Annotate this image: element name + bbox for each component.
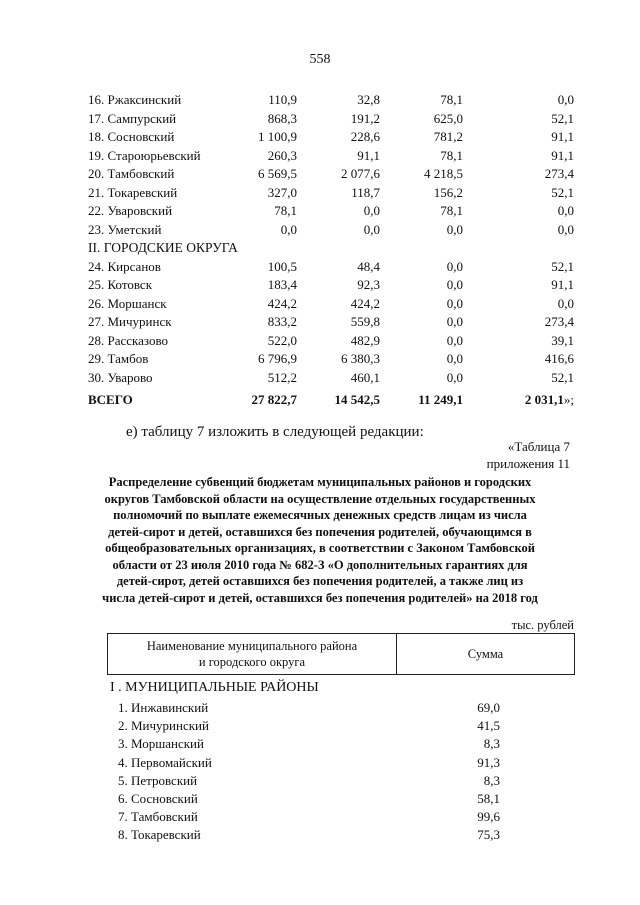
table-heading: Распределение субвенций бюджетам муниципальных районов и городских округов Тамбовской области на осуществление отдельных государственных полномочий по выплате ежемесячных денежных средств лицам из числа детей-сирот и детей, оставшихся без попечения родителей, обучающимся в общеобразовательных организациях, в соответствии с Законом Тамбовской области от 23 июля 2010 года № 682-З «О дополнительных гарантиях для детей-сирот, детей оставшихся без попечения родителей, а также лиц из числа детей-сирот и детей, оставшихся без попечения родителей» на 2018 год bbox=[102, 475, 538, 605]
cell-value: 48,4 bbox=[357, 258, 380, 274]
cell-value: 228,6 bbox=[350, 129, 380, 144]
cell-value: 110,9 bbox=[268, 92, 297, 107]
cell-value: 559,8 bbox=[350, 314, 380, 329]
total-value: 2 031,1 bbox=[524, 392, 564, 407]
units-label: тыс. рублей bbox=[511, 618, 574, 632]
cell-value: 27 822,7 bbox=[251, 392, 297, 407]
cell-value: 0,0 bbox=[446, 314, 463, 329]
cell-value: 868,3 bbox=[267, 110, 297, 126]
amendment-instruction: е) таблицу 7 изложить в следующей редакции: bbox=[126, 424, 424, 440]
cell-value: 78,1 bbox=[440, 147, 463, 163]
subsidy-table-continued bbox=[88, 92, 588, 411]
row-name: 26. Моршанск bbox=[88, 295, 167, 311]
cell-value: 0,0 bbox=[446, 351, 463, 366]
cell-value: 781,2 bbox=[433, 129, 463, 144]
table-row bbox=[110, 809, 580, 827]
cell-value: 0,0 bbox=[446, 332, 463, 348]
cell-value: 260,3 bbox=[267, 147, 297, 163]
table-row bbox=[88, 222, 588, 241]
table-row bbox=[110, 791, 580, 809]
row-name: 30. Уварово bbox=[88, 369, 153, 385]
cell-value: 92,3 bbox=[357, 277, 380, 292]
row-name: 24. Кирсанов bbox=[88, 258, 161, 274]
cell-value: 8,3 bbox=[483, 736, 500, 752]
table-row bbox=[110, 755, 580, 773]
row-name: 23. Уметский bbox=[88, 221, 162, 237]
row-name: 1. Инжавинский bbox=[118, 700, 209, 715]
row-name: 28. Рассказово bbox=[88, 332, 169, 348]
cell-value: 424,2 bbox=[350, 295, 380, 311]
table-row bbox=[88, 111, 588, 130]
cell-value: 0,0 bbox=[363, 221, 380, 237]
total-label: ВСЕГО bbox=[88, 392, 133, 407]
cell-value: 183,4 bbox=[267, 277, 297, 292]
cell-value: 156,2 bbox=[433, 184, 463, 200]
cell-value: 39,1 bbox=[551, 332, 574, 348]
table-row bbox=[88, 296, 588, 315]
row-name: 16. Ржаксинский bbox=[88, 92, 182, 107]
cell-value: 52,1 bbox=[551, 110, 574, 126]
cell-value: 0,0 bbox=[446, 295, 463, 311]
row-name: 27. Мичуринск bbox=[88, 314, 172, 329]
cell-value: 273,4 bbox=[544, 166, 574, 181]
cell-value: 8,3 bbox=[483, 772, 500, 788]
cell-value: 0,0 bbox=[446, 258, 463, 274]
cell-value: 0,0 bbox=[446, 277, 463, 292]
table-row bbox=[110, 827, 580, 845]
cell-value: 52,1 bbox=[551, 258, 574, 274]
cell-value: 0,0 bbox=[557, 295, 574, 311]
cell-value: 327,0 bbox=[267, 184, 297, 200]
cell-value: 58,1 bbox=[477, 790, 500, 806]
total-row bbox=[88, 392, 588, 411]
table-reference-line: «Таблица 7 bbox=[507, 439, 570, 454]
cell-value: 91,1 bbox=[551, 129, 574, 144]
row-name: 5. Петровский bbox=[118, 772, 198, 788]
table-row bbox=[88, 148, 588, 167]
cell-value: 78,1 bbox=[440, 92, 463, 107]
cell-value: 0,0 bbox=[557, 221, 574, 237]
cell-value: 191,2 bbox=[350, 110, 380, 126]
row-name: 29. Тамбов bbox=[88, 351, 149, 366]
header-text: Наименование муниципального района bbox=[146, 639, 358, 653]
cell-value: 78,1 bbox=[274, 203, 297, 218]
cell-value bbox=[525, 392, 574, 408]
cell-value: 41,5 bbox=[477, 718, 500, 734]
cell-value: 32,8 bbox=[357, 92, 380, 107]
row-name: 20. Тамбовский bbox=[88, 166, 175, 181]
row-name: 8. Токаревский bbox=[118, 827, 201, 843]
table-row bbox=[88, 351, 588, 370]
table-row bbox=[88, 203, 588, 222]
table-row bbox=[110, 718, 580, 736]
cell-value: 91,1 bbox=[551, 147, 574, 163]
cell-value: 91,1 bbox=[551, 277, 574, 292]
cell-value: 4 218,5 bbox=[424, 166, 463, 181]
table-row bbox=[88, 370, 588, 389]
cell-value: 91,1 bbox=[357, 147, 380, 163]
table-row bbox=[88, 185, 588, 204]
header-text: и городского округа bbox=[198, 655, 306, 669]
cell-value: 99,6 bbox=[477, 809, 500, 825]
table-row bbox=[88, 259, 588, 278]
page-number: 558 bbox=[309, 52, 331, 67]
closing-quote: »; bbox=[563, 392, 574, 407]
table-row bbox=[88, 277, 588, 296]
cell-value: 0,0 bbox=[557, 92, 574, 107]
cell-value: 0,0 bbox=[446, 221, 463, 237]
row-name: 19. Староюрьевский bbox=[88, 147, 201, 163]
cell-value: 78,1 bbox=[440, 203, 463, 218]
cell-value: 2 077,6 bbox=[341, 166, 380, 181]
cell-value: 460,1 bbox=[350, 369, 380, 385]
cell-value: 0,0 bbox=[557, 203, 574, 218]
section-heading bbox=[88, 240, 588, 259]
table-row bbox=[110, 736, 580, 754]
cell-value: 52,1 bbox=[551, 184, 574, 200]
cell-value: 118,7 bbox=[351, 184, 380, 200]
cell-value: 75,3 bbox=[477, 827, 500, 843]
row-name: 6. Сосновский bbox=[118, 790, 198, 806]
subsidy-table-7 bbox=[110, 680, 580, 846]
cell-value: 482,9 bbox=[350, 332, 380, 348]
table-row bbox=[88, 92, 588, 111]
row-name: 25. Котовск bbox=[88, 277, 153, 292]
cell-value: 11 249,1 bbox=[418, 392, 463, 407]
cell-value: 424,2 bbox=[267, 295, 297, 311]
table-row bbox=[88, 333, 588, 352]
cell-value: 14 542,5 bbox=[334, 392, 380, 407]
table-header bbox=[107, 633, 575, 675]
row-name: 2. Мичуринский bbox=[118, 718, 209, 734]
cell-value: 91,3 bbox=[477, 754, 500, 770]
cell-value: 100,5 bbox=[267, 258, 297, 274]
header-cell-name bbox=[108, 634, 397, 675]
cell-value: 6 796,9 bbox=[258, 351, 297, 366]
row-name: 3. Моршанский bbox=[118, 736, 204, 752]
cell-value: 273,4 bbox=[544, 314, 574, 329]
cell-value: 625,0 bbox=[433, 110, 463, 126]
cell-value: 416,6 bbox=[544, 351, 574, 366]
cell-value: 522,0 bbox=[267, 332, 297, 348]
row-name: 18. Сосновский bbox=[88, 129, 175, 144]
cell-value: 6 380,3 bbox=[341, 351, 380, 366]
table-row bbox=[88, 166, 588, 185]
cell-value: 0,0 bbox=[446, 369, 463, 385]
table-row bbox=[110, 700, 580, 718]
section-title: II. ГОРОДСКИЕ ОКРУГА bbox=[88, 240, 238, 255]
header-cell-sum: Сумма bbox=[397, 634, 575, 675]
cell-value: 0,0 bbox=[280, 221, 297, 237]
table-reference-line: приложения 11 bbox=[486, 456, 570, 471]
row-name: 7. Тамбовский bbox=[118, 809, 198, 825]
table-row bbox=[88, 129, 588, 148]
row-name: 4. Первомайский bbox=[118, 754, 212, 770]
cell-value: 833,2 bbox=[267, 314, 297, 329]
cell-value: 69,0 bbox=[477, 700, 500, 715]
table-row bbox=[88, 314, 588, 333]
cell-value: 512,2 bbox=[267, 369, 297, 385]
section-heading: I . МУНИЦИПАЛЬНЫЕ РАЙОНЫ bbox=[110, 680, 319, 695]
row-name: 21. Токаревский bbox=[88, 184, 178, 200]
row-name: 22. Уваровский bbox=[88, 203, 173, 218]
table-row bbox=[110, 773, 580, 791]
cell-value: 6 569,5 bbox=[258, 166, 297, 181]
cell-value: 0,0 bbox=[363, 203, 380, 218]
cell-value: 1 100,9 bbox=[258, 129, 297, 144]
row-name: 17. Сампурский bbox=[88, 110, 177, 126]
cell-value: 52,1 bbox=[551, 369, 574, 385]
table-reference bbox=[487, 438, 570, 472]
